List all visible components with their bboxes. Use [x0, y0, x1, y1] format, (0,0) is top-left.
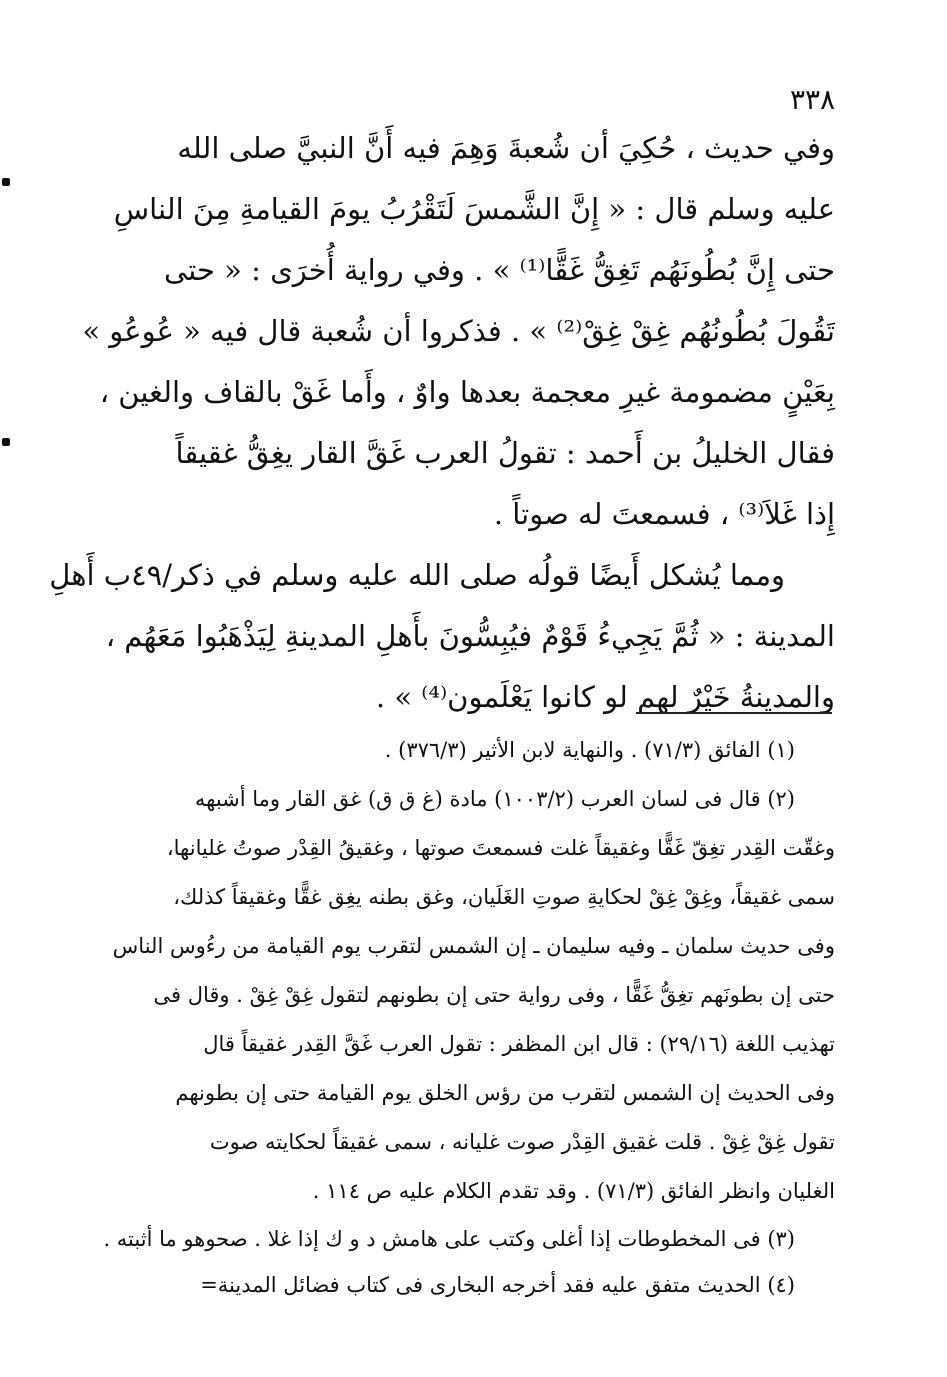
footnote-line: سمى غقيقاً، وغِقْ غِقْ لحكايةِ صوتِ الغَلَيان، وغق بطنه يغِق غقًّا وغقيقاً كذلك،	[173, 885, 835, 909]
footnote-line: وفى حديث سلمان ـ وفيه سليمان ـ إن الشمس لتقرب يوم القيامة من رءُوس الناس	[112, 934, 835, 958]
main-text	[49, 118, 835, 728]
footnote-line: (٢) قال فى لسان العرب (١٠٠٣/٢) مادة (غ ق ق) غق القار وما أشبهه	[194, 787, 795, 811]
main-text-line: ومما يُشكل أَيضًا قولُه صلى الله عليه وسلم في ذكر/٤٩ب أَهلِ	[49, 558, 785, 592]
main-text-line: حتى إِنَّ بُطُونَهُم تَغِقُّ غَقًّا⁽¹⁾ » . وفي رواية أُخرَى : « حتى	[164, 253, 835, 287]
footnote-line: تهذيب اللغة (٢٩/١٦) : قال ابن المظفر : تقول العرب غَقَّ القِدر غقيقاً قال	[203, 1032, 835, 1056]
main-text-line: وفي حديث ، حُكِيَ أن شُعبةَ وَهِمَ فيه أَنَّ النبيَّ صلى الله	[177, 131, 835, 165]
main-text-line: والمدينةُ خَيْرٌ لهم لو كانوا يَعْلَمون⁽⁴⁾ » .	[375, 680, 835, 714]
footnote-line: وغقّت القِدر تغِقّ غَقًّا وغقيقاً غلت فسمعتَ صوتها ، وغقيقُ القِدْر صوتُ غليانها،	[166, 836, 835, 860]
page-number: ٣٣٨	[790, 83, 836, 116]
footnote-line: تقول غِقْ غِقْ . قلت غقيق القِدْر صوت غليانه ، سمى غقيقاً لحكايته صوت	[209, 1130, 835, 1154]
main-text-line: بِعَيْنٍ مضمومة غيرِ معجمة بعدها واوٌ ، وأَما غَقْ بالقاف والغين ،	[99, 375, 835, 409]
main-text-line: إِذا غَلاَ⁽³⁾ ، فسمعتَ له صوتاً .	[493, 497, 835, 531]
footnote-line: وفى الحديث إن الشمس لتقرب من رؤس الخلق يوم القيامة حتى إن بطونهم	[175, 1081, 835, 1105]
main-text-line: عليه وسلم قال : « إِنَّ الشَّمسَ لَتَقْرُبُ يومَ القيامةِ مِنَ الناسِ	[113, 192, 835, 226]
footnote-divider	[636, 712, 832, 714]
footnotes	[95, 726, 835, 1308]
footnote-line: (٣) فى المخطوطات إذا أغلى وكتب على هامش د و ك إذا غلا . صحوهو ما أثبته .	[103, 1227, 795, 1251]
footnote-line: (١) الفائق (٧١/٣) . والنهاية لابن الأثير (٣٧٦/٣) .	[384, 738, 795, 762]
main-text-line: المدينة : « ثُمَّ يَجِيءُ قَوْمٌ فيُبِسُّونَ بأَهلِ المدينةِ لِيَذْهَبُوا مَعَهُم ،	[105, 619, 835, 653]
margin-mark-top	[2, 178, 10, 186]
footnote-line: الغليان وانظر الفائق (٧١/٣) . وقد تقدم الكلام عليه ص ١١٤ .	[312, 1179, 835, 1203]
main-text-line: تَقُولَ بُطُونُهُم غِقْ غِقْ⁽²⁾ » . فذكروا أن شُعبة قال فيه « عُوعُو »	[82, 314, 835, 348]
margin-mark-middle	[2, 438, 10, 446]
footnote-line: حتى إن بطونَهم تغِقُّ غَقًّا ، وفى رواية حتى إن بطونهم لتقول غِقْ غِقْ . وقال فى	[153, 983, 835, 1007]
footnote-line: (٤) الحديث متفق عليه فقد أخرجه البخارى فى كتاب فضائل المدينة=	[200, 1273, 795, 1297]
main-text-line: فقال الخليلُ بن أَحمد : تقولُ العرب غَقَّ القار يغِقُّ غقيقاً	[175, 436, 835, 470]
